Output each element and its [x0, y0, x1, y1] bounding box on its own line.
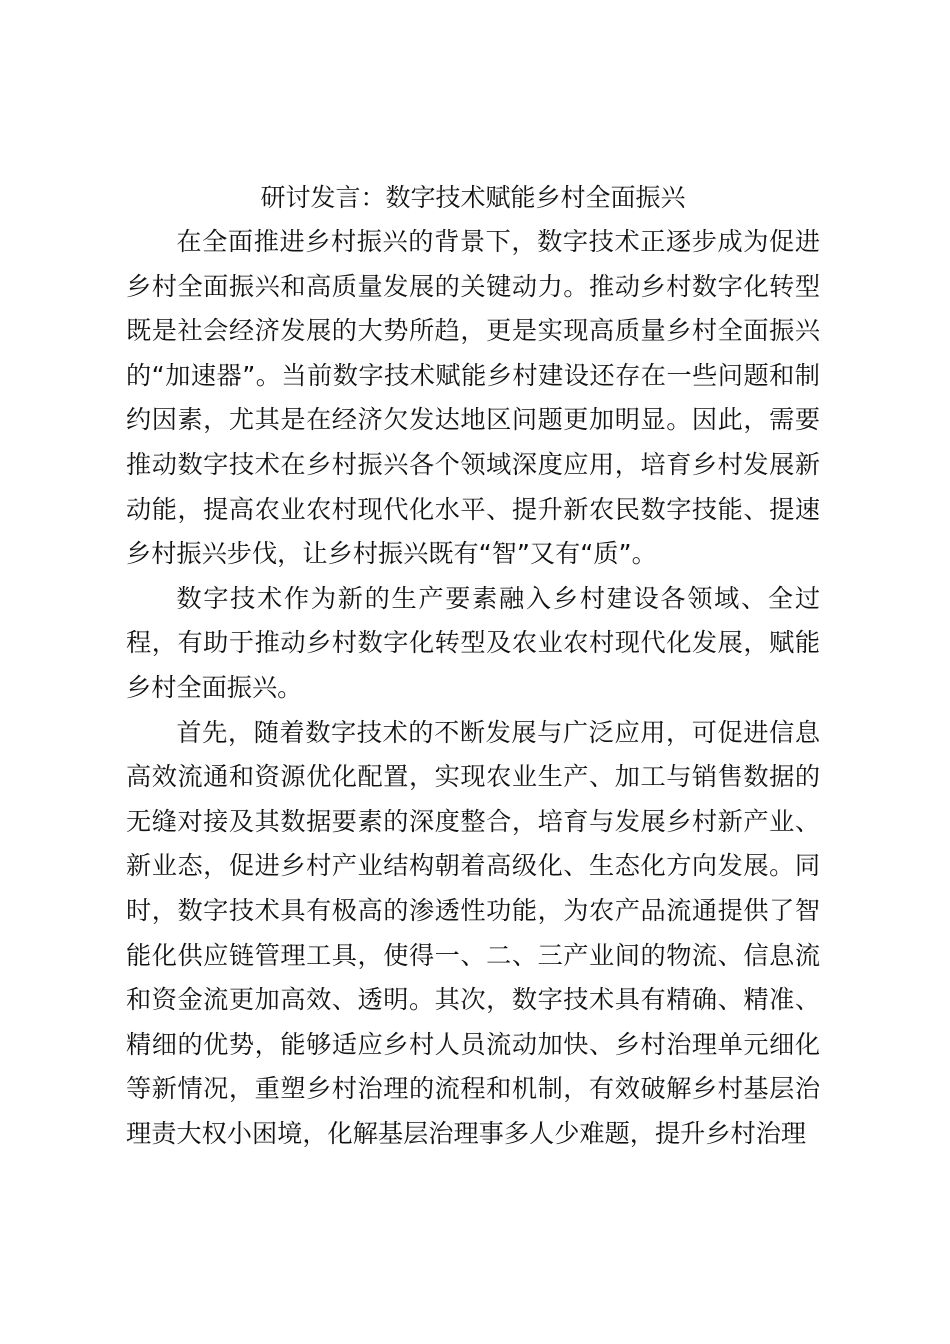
document-title: 研讨发言：数字技术赋能乡村全面振兴: [260, 183, 686, 212]
document-body: [126, 176, 820, 1156]
paragraph-background: 在全面推进乡村振兴的背景下，数字技术正逐步成为促进乡村全面振兴和高质量发展的关键动力。推动乡村数字化转型既是社会经济发展的大势所趋，更是实现高质量乡村全面振兴的“加速器”。当前数字技术赋能乡村建设还存在一些问题和制约因素，尤其是在经济欠发达地区问题更加明显。因此，需要推动数字技术在乡村振兴各个领域深度应用，培育乡村发展新动能，提高农业农村现代化水平、提升新农民数字技能、提速乡村振兴步伐，让乡村振兴既有“智”又有“质”。: [126, 227, 820, 569]
paragraph-firstly: 首先，随着数字技术的不断发展与广泛应用，可促进信息高效流通和资源优化配置，实现农业生产、加工与销售数据的无缝对接及其数据要素的深度整合，培育与发展乡村新产业、新业态，促进乡村产业结构朝着高级化、生态化方向发展。同时，数字技术具有极高的渗透性功能，为农产品流通提供了智能化供应链管理工具，使得一、二、三产业间的物流、信息流和资金流更加高效、透明。其次，数字技术具有精确、精准、精细的优势，能够适应乡村人员流动加快、乡村治理单元细化等新情况，重塑乡村治理的流程和机制，有效破解乡村基层治理责大权小困境，化解基层治理事多人少难题，提升乡村治理: [126, 717, 820, 1148]
paragraph-digital-factor: 数字技术作为新的生产要素融入乡村建设各领域、全过程，有助于推动乡村数字化转型及农业农村现代化发展，赋能乡村全面振兴。: [126, 583, 820, 702]
